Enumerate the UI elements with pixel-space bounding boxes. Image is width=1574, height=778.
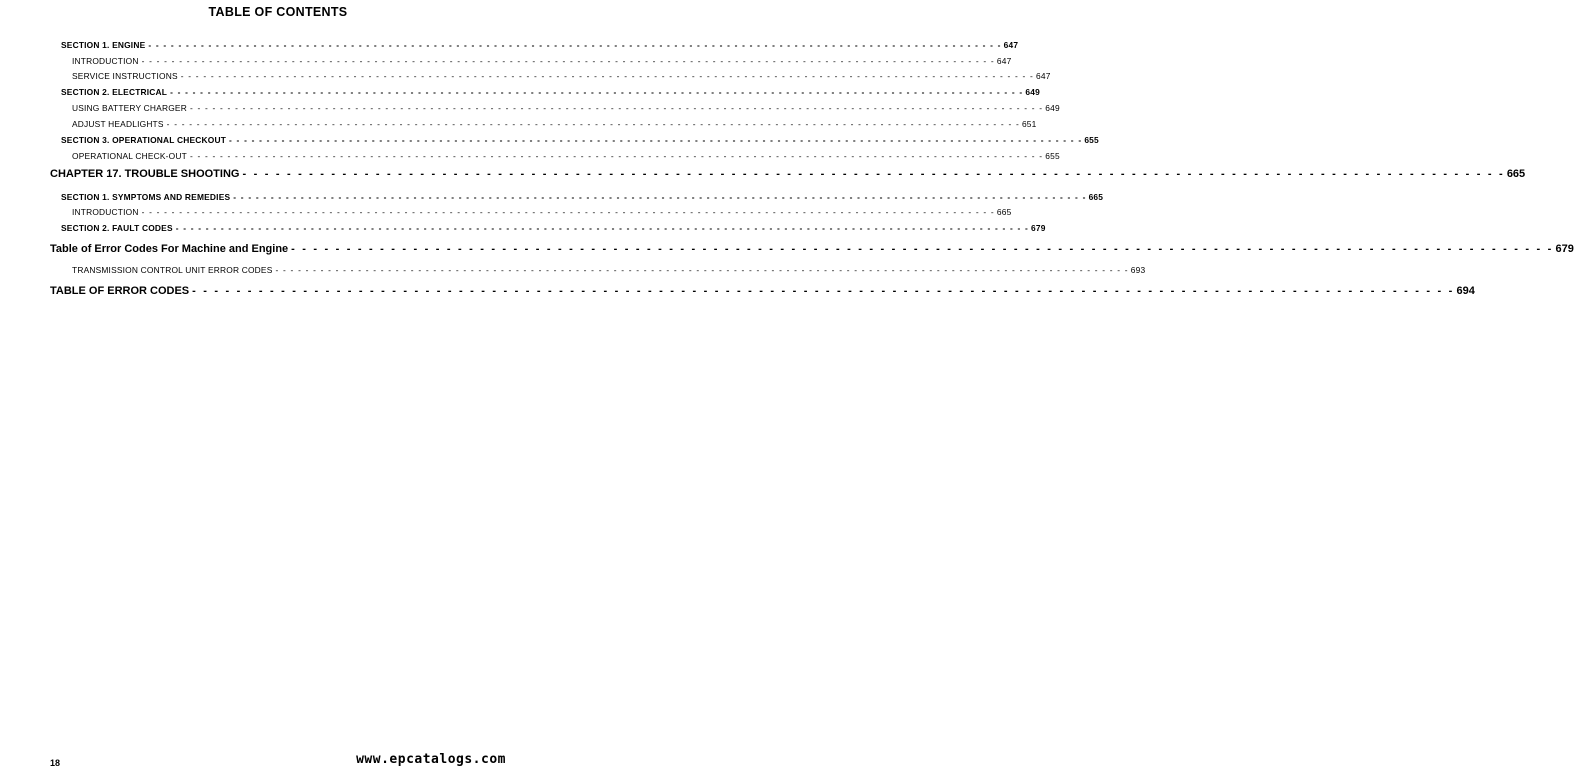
dot-leader: - - - - - - - - - - - - - - - - - - - - - - - - - - - - - - - - - - - - - - - - - - - - - - - - - - - - - - - - - - - - - - - - - - - - - - - - - - - - - - - - - - - - - - - - - - - - - - - - - - - - - - - - - - - - - - - - - - bbox=[170, 87, 1024, 97]
dot-leader: - - - - - - - - - - - - - - - - - - - - - - - - - - - - - - - - - - - - - - - - - - - - - - - - - - - - - - - - - - - - - - - - - - - - - - - - - - - - - - - - - - - - - - - - - - - - - - - - - - - - - - - - - - - - - - - - - - bbox=[141, 56, 995, 66]
toc-entry-page: 647 bbox=[1003, 40, 1019, 50]
toc-entry-page: 647 bbox=[1036, 71, 1051, 81]
dot-leader: - - - - - - - - - - - - - - - - - - - - - - - - - - - - - - - - - - - - - - - - - - - - - - - - - - - - - - - - - - - - - - - - - - - - - - - - - - - - - - - - - - - - - - - - - - - - - - - - - - - - - - - - - - - - - - - - - - bbox=[242, 168, 1505, 180]
toc-entry-label: Table of Error Codes For Machine and Engine bbox=[50, 243, 289, 255]
toc-entry-label: INTRODUCTION bbox=[72, 207, 139, 217]
dot-leader: - - - - - - - - - - - - - - - - - - - - - - - - - - - - - - - - - - - - - - - - - - - - - - - - - - - - - - - - - - - - - - - - - - - - - - - - - - - - - - - - - - - - - - - - - - - - - - - - - - - - - - - - - - - - - - - - - - bbox=[141, 207, 995, 217]
watermark: www.epcatalogs.com bbox=[356, 752, 506, 767]
toc-entry-page: 665 bbox=[996, 207, 1012, 217]
toc-entry-label: INTRODUCTION bbox=[72, 56, 139, 66]
toc-entry-page: 655 bbox=[1045, 151, 1060, 161]
toc-entry-label: SECTION 1. ENGINE bbox=[61, 40, 146, 50]
toc-entry-label: SECTION 3. OPERATIONAL CHECKOUT bbox=[61, 135, 227, 145]
toc-entry-error-codes-machine-engine[interactable] bbox=[50, 243, 1574, 255]
toc-entry-page: 655 bbox=[1084, 135, 1099, 145]
toc-entry-operational-check-out[interactable] bbox=[72, 151, 1060, 161]
toc-entry-label: CHAPTER 17. TROUBLE SHOOTING bbox=[50, 168, 240, 180]
dot-leader: - - - - - - - - - - - - - - - - - - - - - - - - - - - - - - - - - - - - - - - - - - - - - - - - - - - - - - - - - - - - - - - - - - - - - - - - - - - - - - - - - - - - - - - - - - - - - - - - - - - - - - - - - - - - - - - - - - bbox=[229, 135, 1083, 145]
toc-entry-page: 693 bbox=[1130, 265, 1146, 275]
toc-entry-transmission-control[interactable] bbox=[72, 265, 1146, 275]
dot-leader: - - - - - - - - - - - - - - - - - - - - - - - - - - - - - - - - - - - - - - - - - - - - - - - - - - - - - - - - - - - - - - - - - - - - - - - - - - - - - - - - - - - - - - - - - - - - - - - - - - - - - - - - - - - - - - - - - - bbox=[192, 285, 1455, 297]
dot-leader: - - - - - - - - - - - - - - - - - - - - - - - - - - - - - - - - - - - - - - - - - - - - - - - - - - - - - - - - - - - - - - - - - - - - - - - - - - - - - - - - - - - - - - - - - - - - - - - - - - - - - - - - - - - - - - - - - - bbox=[175, 223, 1030, 233]
toc-entry-label: TABLE OF ERROR CODES bbox=[50, 285, 190, 297]
toc-entry-label: SECTION 2. ELECTRICAL bbox=[61, 87, 168, 97]
toc-entry-section-operational-checkout[interactable] bbox=[61, 135, 1099, 145]
dot-leader: - - - - - - - - - - - - - - - - - - - - - - - - - - - - - - - - - - - - - - - - - - - - - - - - - - - - - - - - - - - - - - - - - - - - - - - - - - - - - - - - - - - - - - - - - - - - - - - - - - - - - - - - - - - - - - - - - - bbox=[180, 71, 1035, 81]
dot-leader: - - - - - - - - - - - - - - - - - - - - - - - - - - - - - - - - - - - - - - - - - - - - - - - - - - - - - - - - - - - - - - - - - - - - - - - - - - - - - - - - - - - - - - - - - - - - - - - - - - - - - - - - - - - - - - - - - - bbox=[148, 40, 1002, 50]
toc-entry-chapter-17[interactable] bbox=[50, 168, 1526, 180]
toc-entry-page: 679 bbox=[1031, 223, 1046, 233]
toc-entry-introduction[interactable] bbox=[72, 56, 1012, 66]
toc-entry-page: 649 bbox=[1025, 87, 1040, 97]
toc-entry-page: 694 bbox=[1456, 285, 1475, 297]
toc-entry-page: 665 bbox=[1088, 192, 1104, 202]
toc-entry-adjust-headlights[interactable] bbox=[72, 119, 1037, 129]
toc-entry-battery-charger[interactable] bbox=[72, 103, 1060, 113]
toc-entry-section-fault-codes[interactable] bbox=[61, 223, 1046, 233]
toc-entry-label: USING BATTERY CHARGER bbox=[72, 103, 187, 113]
dot-leader: - - - - - - - - - - - - - - - - - - - - - - - - - - - - - - - - - - - - - - - - - - - - - - - - - - - - - - - - - - - - - - - - - - - - - - - - - - - - - - - - - - - - - - - - - - - - - - - - - - - - - - - - - - - - - - - - - - bbox=[189, 151, 1044, 161]
toc-entry-page: 651 bbox=[1021, 119, 1037, 129]
toc-entry-label: TRANSMISSION CONTROL UNIT ERROR CODES bbox=[72, 265, 273, 275]
page-number: 18 bbox=[50, 758, 61, 768]
dot-leader: - - - - - - - - - - - - - - - - - - - - - - - - - - - - - - - - - - - - - - - - - - - - - - - - - - - - - - - - - - - - - - - - - - - - - - - - - - - - - - - - - - - - - - - - - - - - - - - - - - - - - - - - - - - - - - - - - - bbox=[233, 192, 1087, 202]
toc-entry-service-instructions[interactable] bbox=[72, 71, 1051, 81]
page-title: TABLE OF CONTENTS bbox=[208, 5, 348, 19]
toc-entry-page: 665 bbox=[1506, 168, 1526, 180]
toc-entry-page: 679 bbox=[1555, 243, 1574, 255]
toc-entry-label: OPERATIONAL CHECK-OUT bbox=[72, 151, 187, 161]
toc-entry-label: SECTION 1. SYMPTOMS AND REMEDIES bbox=[61, 192, 231, 202]
toc-entry-section-electrical[interactable] bbox=[61, 87, 1040, 97]
dot-leader: - - - - - - - - - - - - - - - - - - - - - - - - - - - - - - - - - - - - - - - - - - - - - - - - - - - - - - - - - - - - - - - - - - - - - - - - - - - - - - - - - - - - - - - - - - - - - - - - - - - - - - - - - - - - - - - - - - bbox=[275, 265, 1129, 275]
toc-entry-page: 649 bbox=[1045, 103, 1060, 113]
toc-entry-page: 647 bbox=[996, 56, 1012, 66]
toc-entry-label: SERVICE INSTRUCTIONS bbox=[72, 71, 178, 81]
dot-leader: - - - - - - - - - - - - - - - - - - - - - - - - - - - - - - - - - - - - - - - - - - - - - - - - - - - - - - - - - - - - - - - - - - - - - - - - - - - - - - - - - - - - - - - - - - - - - - - - - - - - - - - - - - - - - - - - - - bbox=[291, 243, 1554, 255]
dot-leader: - - - - - - - - - - - - - - - - - - - - - - - - - - - - - - - - - - - - - - - - - - - - - - - - - - - - - - - - - - - - - - - - - - - - - - - - - - - - - - - - - - - - - - - - - - - - - - - - - - - - - - - - - - - - - - - - - - bbox=[189, 103, 1044, 113]
toc-entry-section-symptoms[interactable] bbox=[61, 192, 1104, 202]
toc-entry-introduction-2[interactable] bbox=[72, 207, 1012, 217]
dot-leader: - - - - - - - - - - - - - - - - - - - - - - - - - - - - - - - - - - - - - - - - - - - - - - - - - - - - - - - - - - - - - - - - - - - - - - - - - - - - - - - - - - - - - - - - - - - - - - - - - - - - - - - - - - - - - - - - - - bbox=[166, 119, 1020, 129]
toc-entry-label: ADJUST HEADLIGHTS bbox=[72, 119, 164, 129]
toc-entry-section-engine[interactable] bbox=[61, 40, 1019, 50]
toc-entry-table-of-error-codes[interactable] bbox=[50, 285, 1475, 297]
toc-entry-label: SECTION 2. FAULT CODES bbox=[61, 223, 173, 233]
